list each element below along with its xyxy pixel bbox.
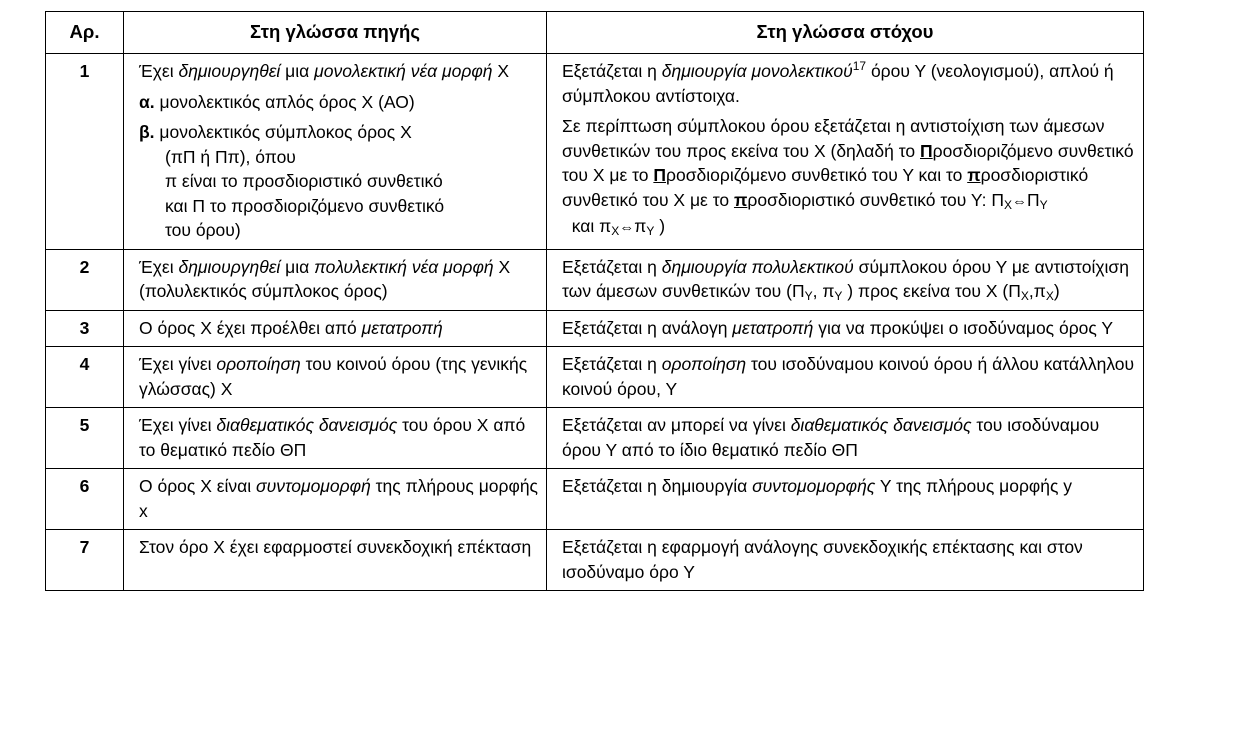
table-header-row [46, 12, 1144, 54]
table-row [46, 530, 1144, 591]
source-cell: Ο όρος Χ είναι συντομομορφή της πλήρους μορφής x [124, 469, 547, 530]
double-arrow-icon: ⇔ [619, 219, 635, 236]
target-cell: Εξετάζεται η ανάλογη μετατροπή για να προκύψει ο ισοδύναμος όρος Υ [547, 310, 1144, 347]
table-row [46, 347, 1144, 408]
source-cell [124, 54, 547, 250]
source-option-b: β. μονολεκτικός σύμπλοκος όρος Χ (πΠ ή Ππ), όπου π είναι το προσδιοριστικό συνθετικό και Π το προσδιοριζόμενο συνθετικό του όρου) [139, 122, 445, 240]
row-number: 3 [46, 310, 124, 347]
target-cell: Εξετάζεται αν μπορεί να γίνει διαθεματικός δανεισμός του ισοδύναμου όρου Υ από το ίδιο θεματικό πεδίο ΘΠ [547, 408, 1144, 469]
target-cell [547, 54, 1144, 250]
target-compound-text: Σε περίπτωση σύμπλοκου όρου εξετάζεται η αντιστοίχιση των άμεσων συνθετικών του προς εκείνα του Χ (δηλαδή το Προσδιοριζόμενο συνθετικό του Χ με το Προσδιοριζόμενο συνθετικό του Υ και το προσδιοριστικό συνθετικό του Χ με το προσδιοριστικό συνθετικό του Υ: $\Pi_X\Leftrightarrow\Pi_\Upsilon$ και $\pi_X\Leftrightarrow\pi_\Upsilon$ ) [562, 116, 1134, 238]
row-number: 7 [46, 530, 124, 591]
row-number: 5 [46, 408, 124, 469]
table-row [46, 54, 1144, 250]
source-cell: Ο όρος Χ έχει προέλθει από μετατροπή [124, 310, 547, 347]
table-row [46, 408, 1144, 469]
source-cell: Στον όρο Χ έχει εφαρμοστεί συνεκδοχική επέκταση [124, 530, 547, 591]
source-cell: Έχει γίνει οροποίηση του κοινού όρου (της γενικής γλώσσας) Χ [124, 347, 547, 408]
target-cell: Εξετάζεται η δημιουργία πολυλεκτικού σύμπλοκου όρου Υ με αντιστοίχιση των άμεσων συνθετικών του ($\Pi_\Upsilon$, $\pi_\Upsilon$ ) προς εκείνα του Χ $(\Pi_X,\pi_X)$ [547, 249, 1144, 310]
table-row [46, 469, 1144, 530]
source-main-text: Έχει δημιουργηθεί μια μονολεκτική νέα μορφή Χ [139, 61, 510, 81]
header-number: Αρ. [46, 12, 124, 54]
source-cell: Έχει δημιουργηθεί μια πολυλεκτική νέα μορφή Χ (πολυλεκτικός σύμπλοκος όρος) [124, 249, 547, 310]
row-number: 1 [46, 54, 124, 250]
target-cell: Εξετάζεται η εφαρμογή ανάλογης συνεκδοχικής επέκτασης και στον ισοδύναμο όρο Υ [547, 530, 1144, 591]
target-cell: Εξετάζεται η οροποίηση του ισοδύναμου κοινού όρου ή άλλου κατάλληλου κοινού όρου, Υ [547, 347, 1144, 408]
footnote-marker[interactable]: 17 [852, 59, 867, 73]
header-target-language: Στη γλώσσα στόχου [547, 12, 1144, 54]
target-main-text: Εξετάζεται η δημιουργία μονολεκτικού$^{17}$ όρου Υ (νεολογισμού), απλού ή σύμπλοκου αντίστοιχα. [562, 59, 1114, 106]
header-source-language: Στη γλώσσα πηγής [124, 12, 547, 54]
term-formation-table [45, 11, 1144, 591]
source-cell: Έχει γίνει διαθεματικός δανεισμός του όρου Χ από το θεματικό πεδίο ΘΠ [124, 408, 547, 469]
row-number: 2 [46, 249, 124, 310]
cropped-caption-fragment [640, 0, 660, 2]
source-option-a: α. μονολεκτικός απλός όρος Χ (ΑΟ) [139, 91, 415, 112]
target-cell: Εξετάζεται η δημιουργία συντομομορφής Υ της πλήρους μορφής y [547, 469, 1144, 530]
table-row [46, 310, 1144, 347]
double-arrow-icon: ⇔ [1012, 192, 1027, 210]
row-number: 4 [46, 347, 124, 408]
row-number: 6 [46, 469, 124, 530]
table-row [46, 249, 1144, 310]
